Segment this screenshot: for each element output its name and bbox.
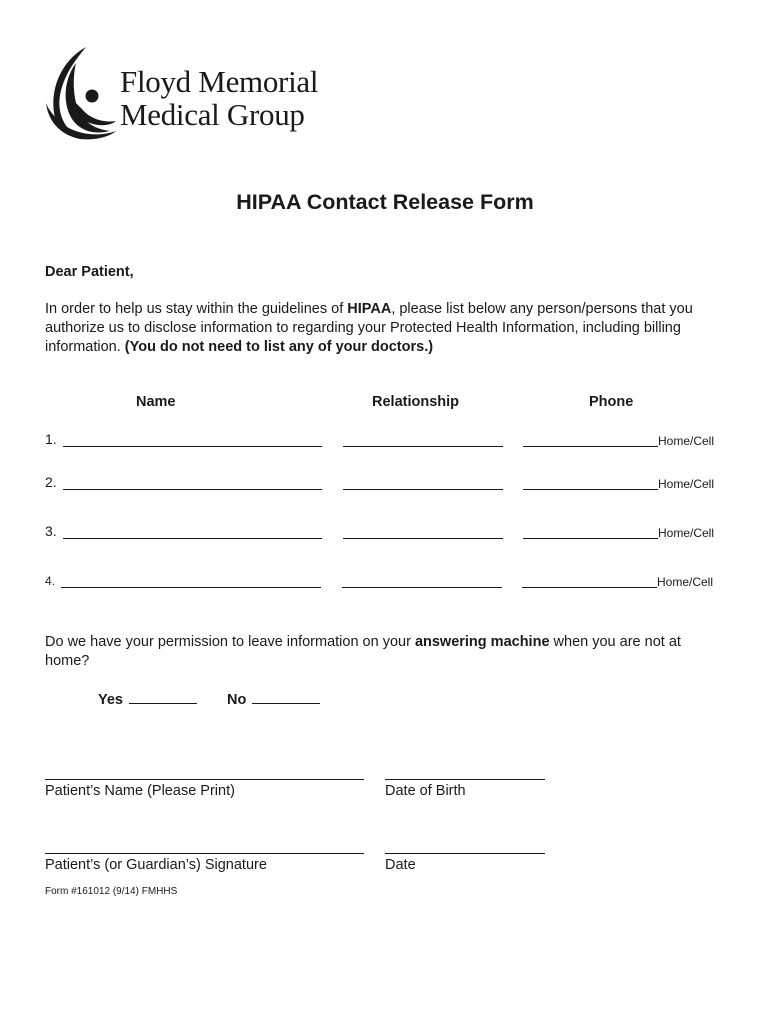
name-field[interactable] — [63, 446, 322, 447]
patient-name-field[interactable] — [45, 779, 364, 780]
logo-line-2: Medical Group — [120, 97, 305, 132]
name-field[interactable] — [63, 489, 322, 490]
question-text-2: when you are not at home? — [45, 634, 681, 669]
logo-line-1: Floyd Memorial — [120, 64, 319, 99]
question-text-1: Do we have your permission to leave information on your — [45, 634, 415, 650]
row-number: 2. — [45, 474, 57, 490]
relationship-field[interactable] — [343, 538, 503, 539]
no-label: No — [227, 692, 247, 708]
column-header-relationship: Relationship — [372, 394, 460, 410]
column-header-phone: Phone — [589, 394, 634, 410]
intro-paragraph — [45, 300, 735, 357]
phone-field[interactable] — [523, 446, 658, 447]
signature-field[interactable] — [45, 853, 364, 854]
contact-row — [0, 517, 770, 539]
column-header-name: Name — [136, 394, 176, 410]
no-field[interactable] — [252, 689, 320, 704]
contact-row — [0, 425, 770, 447]
phone-field[interactable] — [523, 538, 658, 539]
name-field[interactable] — [61, 587, 321, 588]
phone-type-label: Home/Cell — [658, 526, 715, 540]
name-field[interactable] — [63, 538, 322, 539]
phone-type-label: Home/Cell — [658, 477, 715, 491]
intro-text-1: In order to help us stay within the guidelines of — [45, 301, 348, 317]
row-number: 3. — [45, 523, 57, 539]
intro-bold-note: (You do not need to list any of your doctors.) — [124, 339, 434, 355]
greeting: Dear Patient, — [45, 264, 134, 280]
phone-type-label: Home/Cell — [657, 575, 714, 589]
floyd-memorial-logo-mark — [42, 45, 118, 140]
phone-field[interactable] — [522, 587, 657, 588]
yes-field[interactable] — [129, 689, 197, 704]
no-option — [227, 689, 320, 708]
row-number: 4. — [45, 574, 56, 588]
date-field[interactable] — [385, 853, 545, 854]
contact-row — [0, 468, 770, 490]
date-of-birth-label: Date of Birth — [385, 783, 466, 799]
intro-text-2: , please list below any person/persons that you authorize us to disclose information to regarding your Protected Health Information, including billing information. — [45, 301, 693, 355]
relationship-field[interactable] — [343, 489, 503, 490]
date-label: Date — [385, 857, 416, 873]
intro-bold-hipaa: HIPAA — [347, 301, 392, 317]
relationship-field[interactable] — [343, 446, 503, 447]
contact-row — [0, 566, 770, 588]
form-number: Form #161012 (9/14) FMHHS — [45, 886, 178, 897]
yes-label: Yes — [98, 692, 123, 708]
relationship-field[interactable] — [342, 587, 502, 588]
date-of-birth-field[interactable] — [385, 779, 545, 780]
phone-field[interactable] — [523, 489, 658, 490]
question-bold: answering machine — [414, 634, 550, 650]
phone-type-label: Home/Cell — [658, 434, 715, 448]
row-number: 1. — [45, 431, 57, 447]
form-title: HIPAA Contact Release Form — [236, 190, 534, 214]
yes-option — [98, 689, 197, 708]
patient-name-label: Patient’s Name (Please Print) — [45, 783, 235, 799]
signature-label: Patient’s (or Guardian’s) Signature — [45, 857, 267, 873]
logo — [42, 45, 319, 140]
answering-machine-question — [45, 633, 685, 671]
